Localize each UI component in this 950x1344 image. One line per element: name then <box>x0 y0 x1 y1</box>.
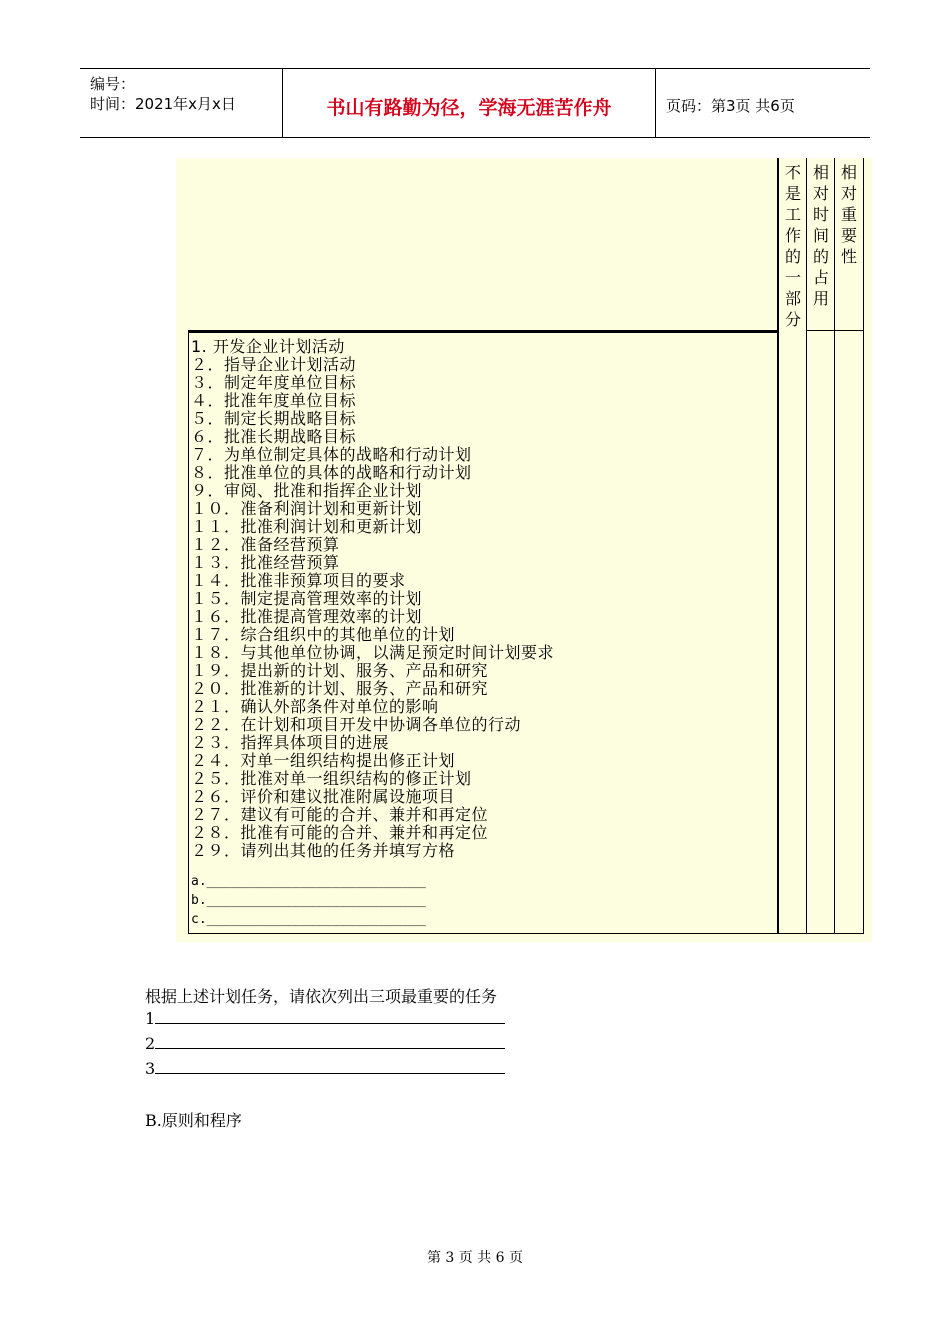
page-label: 页码：第3页 共6页 <box>666 97 795 115</box>
answer-underline <box>155 1059 505 1074</box>
column-divider <box>777 158 779 934</box>
column-divider <box>863 158 864 934</box>
instruction-text: 根据上述计划任务，请依次列出三项最重要的任务 <box>145 987 498 1006</box>
list-item: ２９．请列出其他的任务并填写方格 <box>191 841 456 860</box>
list-item: １８．与其他单位协调，以满足预定时间计划要求 <box>191 643 555 662</box>
list-item: ７．为单位制定具体的战略和行动计划 <box>191 445 472 464</box>
answer-line-2 <box>145 1034 505 1053</box>
column-not-part-of-job: 不是工作的一部分 <box>784 163 801 329</box>
answer-number: 3 <box>145 1059 156 1078</box>
list-item: ２８．批准有可能的合并、兼并和再定位 <box>191 823 489 842</box>
list-item: １０．准备利润计划和更新计划 <box>191 499 423 518</box>
answer-underline <box>155 1009 505 1024</box>
list-item: ６．批准长期战略目标 <box>191 427 357 446</box>
list-item: ２０．批准新的计划、服务、产品和研究 <box>191 679 489 698</box>
list-item: ２１．确认外部条件对单位的影响 <box>191 697 439 716</box>
list-item: ９．审阅、批准和指挥企业计划 <box>191 481 423 500</box>
column-relative-importance: 相对重要性 <box>840 163 857 266</box>
page-footer: 第 3 页 共 6 页 <box>426 1250 524 1266</box>
list-item: １５．制定提高管理效率的计划 <box>191 589 423 608</box>
date-line: 时间：2021年x月x日 <box>90 95 236 113</box>
list-item: ２．指导企业计划活动 <box>191 355 357 374</box>
list-item: １４．批准非预算项目的要求 <box>191 571 406 590</box>
list-item: ８．批准单位的具体的战略和行动计划 <box>191 463 472 482</box>
column-header-rule <box>807 330 864 331</box>
list-item: ５．制定长期战略目标 <box>191 409 357 428</box>
list-item: ２４．对单一组织结构提出修正计划 <box>191 751 456 770</box>
header-right-cell <box>656 69 870 137</box>
list-item: ４．批准年度单位目标 <box>191 391 357 410</box>
column-divider <box>806 158 807 934</box>
answer-line-3 <box>145 1059 505 1078</box>
list-item: ２７．建议有可能的合并、兼并和再定位 <box>191 805 489 824</box>
list-item: ３．制定年度单位目标 <box>191 373 357 392</box>
motto: 书山有路勤为径，学海无涯苦作舟 <box>326 97 612 119</box>
list-item: ２２．在计划和项目开发中协调各单位的行动 <box>191 715 522 734</box>
list-item: ２５．批准对单一组织结构的修正计划 <box>191 769 472 788</box>
list-bottom-border <box>188 933 864 934</box>
column-relative-time: 相对时间的占用 <box>812 163 829 308</box>
list-item: １７．综合组织中的其他单位的计划 <box>191 625 456 644</box>
list-item: １９．提出新的计划、服务、产品和研究 <box>191 661 489 680</box>
task-form <box>176 158 872 942</box>
list-item: １２．准备经营预算 <box>191 535 340 554</box>
list-item: １１．批准利润计划和更新计划 <box>191 517 423 536</box>
header-motto-cell <box>283 69 656 137</box>
header-left-cell <box>80 69 283 137</box>
blank-line-a: a.____________________________ <box>191 874 426 889</box>
page-header <box>80 68 870 138</box>
list-left-border <box>188 330 189 934</box>
section-heading: B.原则和程序 <box>145 1111 242 1130</box>
list-item: ２６．评价和建议批准附属设施项目 <box>191 787 456 806</box>
blank-line-b: b.____________________________ <box>191 893 426 908</box>
list-item: 1. 开发企业计划活动 <box>191 337 345 356</box>
list-top-border <box>188 330 778 333</box>
answer-line-1 <box>145 1009 505 1028</box>
task-list <box>191 338 554 929</box>
answer-number: 1 <box>145 1009 156 1028</box>
answer-number: 2 <box>145 1034 156 1053</box>
list-item: １３．批准经营预算 <box>191 553 340 572</box>
number-label: 编号： <box>90 75 136 93</box>
column-divider <box>834 158 835 934</box>
list-item: １６．批准提高管理效率的计划 <box>191 607 423 626</box>
list-item: ２３．指挥具体项目的进展 <box>191 733 390 752</box>
answer-underline <box>155 1034 505 1049</box>
blank-line-c: c.____________________________ <box>191 912 426 927</box>
